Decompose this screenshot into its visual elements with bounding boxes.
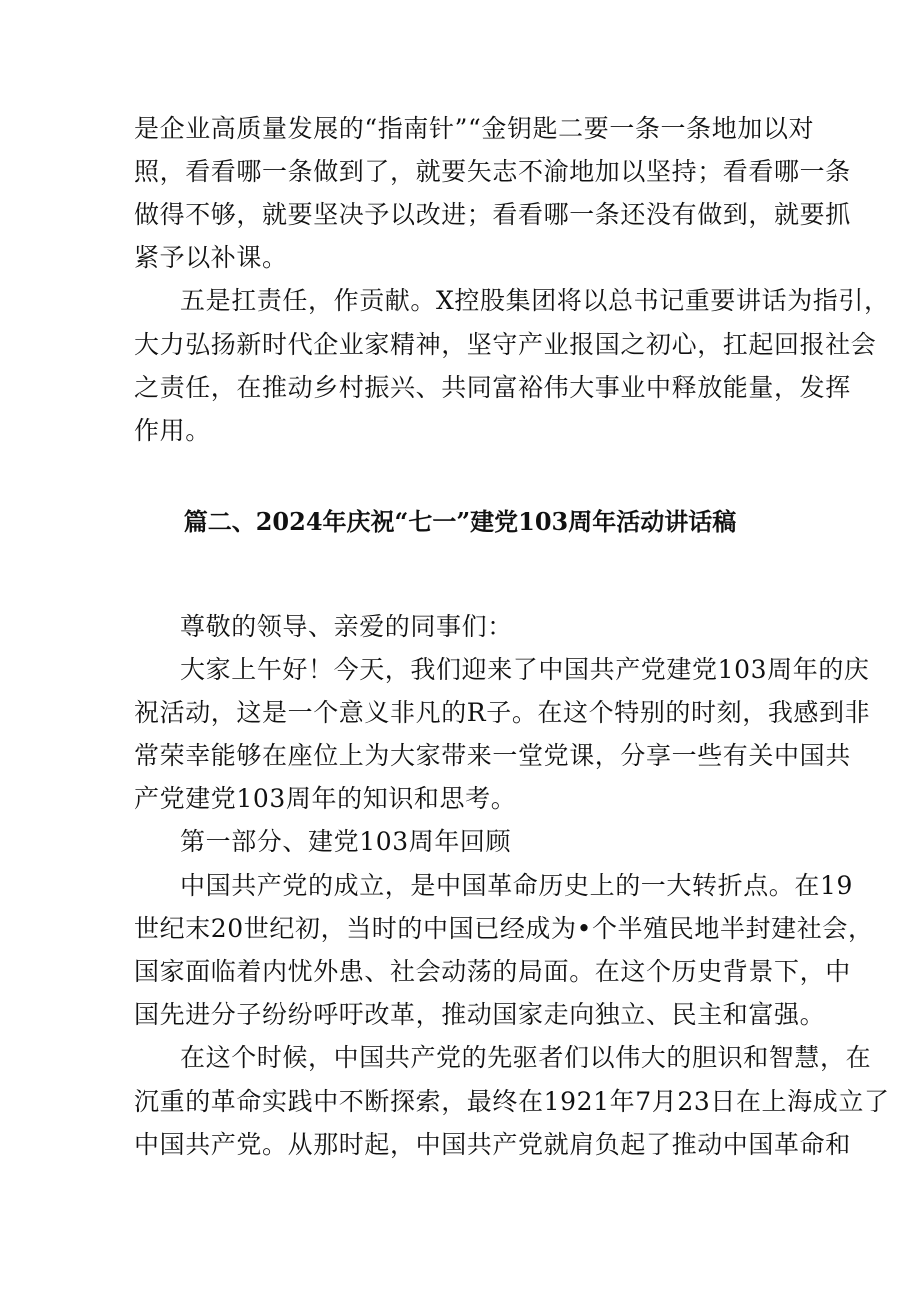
paragraph-line: 做得不够，就要坚决予以改进；看看哪一条还没有做到，就要抓 (134, 200, 851, 229)
subsection-title: 第一部分、建党103周年回顾 (180, 827, 512, 856)
paragraph-line: 尊敬的领导、亲爱的同事们： (180, 612, 513, 641)
paragraph-line: 中国共产党的成立，是中国革命历史上的一大转折点。在19 (180, 871, 854, 900)
paragraph-line: 在这个时候，中国共产党的先驱者们以伟大的胆识和智慧，在 (180, 1043, 872, 1072)
paragraph-line: 作用。 (134, 416, 211, 445)
paragraph-line: 之责任，在推动乡村振兴、共同富裕伟大事业中释放能量，发挥 (134, 373, 851, 402)
section-heading: 篇二、2024年庆祝“七一”建党103周年活动讲话稿 (183, 507, 737, 536)
paragraph-line: 国先进分子纷纷呼吁改革，推动国家走向独立、民主和富强。 (134, 1000, 826, 1029)
paragraph-line: 紧予以补课。 (134, 243, 288, 272)
paragraph-line: 国家面临着内忧外患、社会动荡的局面。在这个历史背景下，中 (134, 957, 851, 986)
paragraph-line: 中国共产党。从那时起，中国共产党就肩负起了推动中国革命和 (134, 1130, 851, 1159)
paragraph-line: 是企业高质量发展的“指南针”“金钥匙二要一条一条地加以对 (134, 114, 815, 143)
paragraph-line: 大力弘扬新时代企业家精神，坚守产业报国之初心，扛起回报社会 (134, 330, 877, 359)
paragraph-line: 沉重的革命实践中不断探索，最终在1921年7月23日在上海成立了 (134, 1087, 890, 1116)
paragraph-line: 五是扛责任，作贡献。X控股集团将以总书记重要讲话为指引， (180, 286, 890, 315)
paragraph-line: 大家上午好！今天，我们迎来了中国共产党建党103周年的庆 (180, 655, 870, 684)
paragraph-line: 照，看看哪一条做到了，就要矢志不渝地加以坚持；看看哪一条 (134, 157, 851, 186)
paragraph-line: 世纪末20世纪初，当时的中国已经成为•个半殖民地半封建社会， (134, 914, 874, 943)
paragraph-line: 产党建党103周年的知识和思考。 (134, 784, 517, 813)
paragraph-line: 祝活动，这是一个意义非凡的R子。在这个特别的时刻，我感到非 (134, 698, 871, 727)
paragraph-line: 常荣幸能够在座位上为大家带来一堂党课，分享一些有关中国共 (134, 741, 851, 770)
